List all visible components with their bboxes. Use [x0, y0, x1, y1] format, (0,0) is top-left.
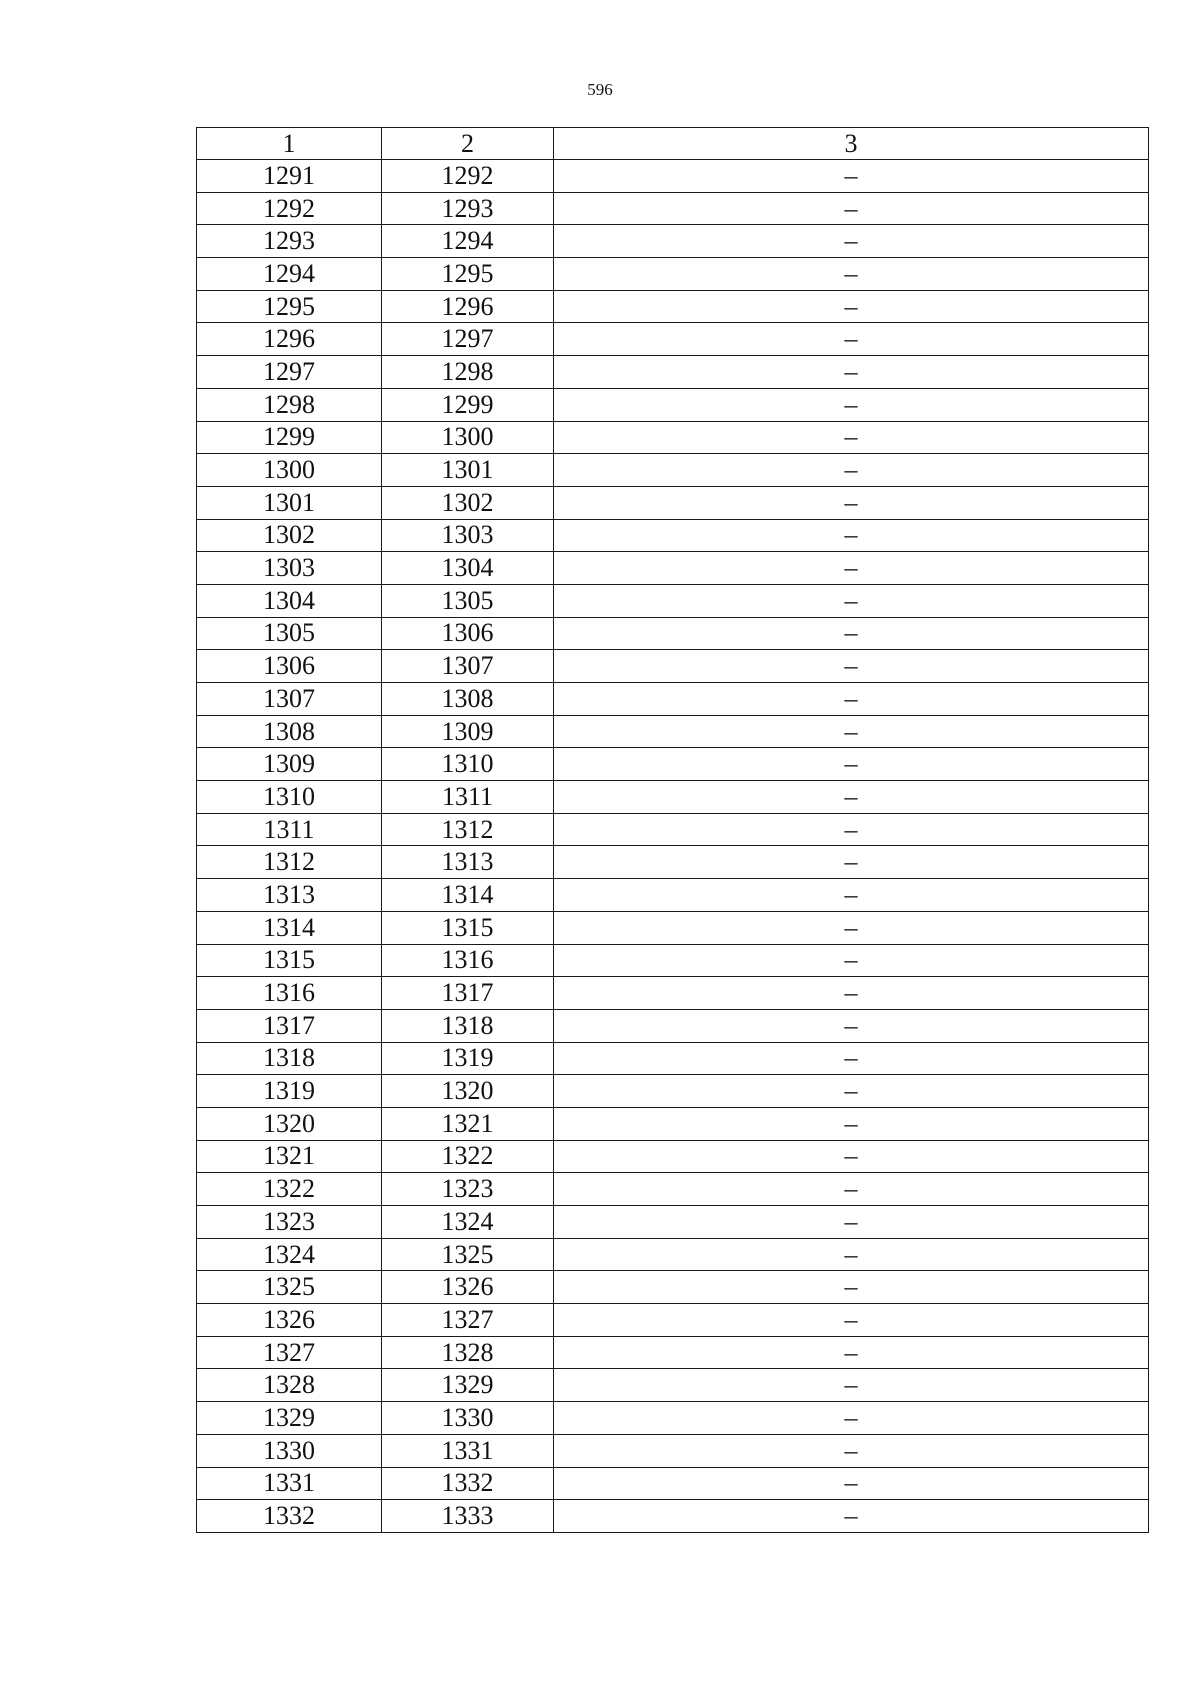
- table-cell-col-3: –: [554, 1467, 1149, 1500]
- table-row: [197, 454, 1149, 487]
- table-cell-col-3: –: [554, 454, 1149, 487]
- table-row: [197, 1009, 1149, 1042]
- table-cell-col-1: 1303: [197, 552, 382, 585]
- table-cell-col-1: 1304: [197, 584, 382, 617]
- table-row: [197, 1271, 1149, 1304]
- table-cell-col-1: 1311: [197, 813, 382, 846]
- table-row: [197, 258, 1149, 291]
- table-cell-col-2: 1312: [382, 813, 554, 846]
- table-cell-col-2: 1309: [382, 715, 554, 748]
- table-cell-col-3: –: [554, 715, 1149, 748]
- table-cell-col-1: 1307: [197, 683, 382, 716]
- table-row: [197, 356, 1149, 389]
- table-cell-col-2: 1295: [382, 258, 554, 291]
- table-cell-col-3: –: [554, 1107, 1149, 1140]
- table-row: [197, 1107, 1149, 1140]
- table-row: [197, 1467, 1149, 1500]
- table-cell-col-3: –: [554, 1402, 1149, 1435]
- table-cell-col-2: 1330: [382, 1402, 554, 1435]
- table-row: [197, 617, 1149, 650]
- table-row: [197, 552, 1149, 585]
- table-cell-col-2: 1307: [382, 650, 554, 683]
- table-cell-col-3: –: [554, 911, 1149, 944]
- table-cell-col-2: 1323: [382, 1173, 554, 1206]
- table-row: [197, 1042, 1149, 1075]
- table-cell-col-1: 1330: [197, 1434, 382, 1467]
- table-row: [197, 1304, 1149, 1337]
- table-row: [197, 683, 1149, 716]
- data-table: [196, 127, 1149, 1533]
- table-cell-col-2: 1317: [382, 977, 554, 1010]
- table-cell-col-3: –: [554, 160, 1149, 193]
- table-cell-col-1: 1322: [197, 1173, 382, 1206]
- table-cell-col-3: –: [554, 421, 1149, 454]
- table-cell-col-2: 1301: [382, 454, 554, 487]
- table-cell-col-2: 1319: [382, 1042, 554, 1075]
- table-cell-col-1: 1329: [197, 1402, 382, 1435]
- table-cell-col-3: –: [554, 650, 1149, 683]
- page-number: 596: [587, 80, 613, 99]
- table-cell-col-1: 1291: [197, 160, 382, 193]
- table-cell-col-3: –: [554, 486, 1149, 519]
- table-row: [197, 160, 1149, 193]
- table-cell-col-2: 1305: [382, 584, 554, 617]
- table-cell-col-2: 1311: [382, 781, 554, 814]
- table-cell-col-2: 1326: [382, 1271, 554, 1304]
- table-cell-col-2: 1304: [382, 552, 554, 585]
- table-row: [197, 715, 1149, 748]
- table-cell-col-2: 1296: [382, 290, 554, 323]
- table-cell-col-3: –: [554, 1140, 1149, 1173]
- table-cell-col-1: 1313: [197, 879, 382, 912]
- table-cell-col-2: 1331: [382, 1434, 554, 1467]
- table-cell-col-2: 1292: [382, 160, 554, 193]
- table-row: [197, 944, 1149, 977]
- table-cell-col-3: –: [554, 781, 1149, 814]
- table-row: [197, 388, 1149, 421]
- table-cell-col-1: 1293: [197, 225, 382, 258]
- table-cell-col-3: –: [554, 1271, 1149, 1304]
- table-cell-col-2: 1300: [382, 421, 554, 454]
- table-cell-col-2: 1298: [382, 356, 554, 389]
- table-cell-col-1: 1327: [197, 1336, 382, 1369]
- table-row: [197, 225, 1149, 258]
- table-cell-col-1: 1317: [197, 1009, 382, 1042]
- table-row: [197, 748, 1149, 781]
- table-cell-col-2: 1328: [382, 1336, 554, 1369]
- table-row: [197, 1173, 1149, 1206]
- table-cell-col-3: –: [554, 1009, 1149, 1042]
- table-cell-col-2: 1316: [382, 944, 554, 977]
- table-cell-col-3: –: [554, 1336, 1149, 1369]
- table-cell-col-2: 1308: [382, 683, 554, 716]
- table-cell-col-3: –: [554, 1206, 1149, 1239]
- table-cell-col-3: –: [554, 258, 1149, 291]
- column-header-3: 3: [554, 128, 1149, 160]
- table-cell-col-3: –: [554, 1238, 1149, 1271]
- table-cell-col-2: 1315: [382, 911, 554, 944]
- table-cell-col-2: 1320: [382, 1075, 554, 1108]
- table-cell-col-3: –: [554, 584, 1149, 617]
- table-cell-col-1: 1300: [197, 454, 382, 487]
- table-cell-col-1: 1319: [197, 1075, 382, 1108]
- table-cell-col-3: –: [554, 225, 1149, 258]
- table-row: [197, 1206, 1149, 1239]
- table-cell-col-3: –: [554, 1500, 1149, 1533]
- table-row: [197, 879, 1149, 912]
- table-cell-col-1: 1312: [197, 846, 382, 879]
- table-cell-col-2: 1297: [382, 323, 554, 356]
- table-cell-col-3: –: [554, 192, 1149, 225]
- table-cell-col-1: 1302: [197, 519, 382, 552]
- table-cell-col-1: 1331: [197, 1467, 382, 1500]
- table-row: [197, 846, 1149, 879]
- table-cell-col-2: 1310: [382, 748, 554, 781]
- table-cell-col-2: 1327: [382, 1304, 554, 1337]
- table-cell-col-1: 1292: [197, 192, 382, 225]
- table-cell-col-1: 1321: [197, 1140, 382, 1173]
- table-row: [197, 1336, 1149, 1369]
- table-cell-col-1: 1315: [197, 944, 382, 977]
- table-cell-col-2: 1313: [382, 846, 554, 879]
- table-cell-col-2: 1306: [382, 617, 554, 650]
- column-header-2: 2: [382, 128, 554, 160]
- table-cell-col-3: –: [554, 944, 1149, 977]
- table-cell-col-1: 1310: [197, 781, 382, 814]
- table-cell-col-3: –: [554, 1042, 1149, 1075]
- table-cell-col-1: 1296: [197, 323, 382, 356]
- table-row: [197, 1369, 1149, 1402]
- table-row: [197, 977, 1149, 1010]
- table-row: [197, 1075, 1149, 1108]
- table-cell-col-1: 1298: [197, 388, 382, 421]
- table-cell-col-3: –: [554, 1173, 1149, 1206]
- table-cell-col-3: –: [554, 977, 1149, 1010]
- table-cell-col-2: 1302: [382, 486, 554, 519]
- table-cell-col-1: 1308: [197, 715, 382, 748]
- table-cell-col-1: 1318: [197, 1042, 382, 1075]
- table-cell-col-3: –: [554, 552, 1149, 585]
- table-cell-col-2: 1318: [382, 1009, 554, 1042]
- table-cell-col-3: –: [554, 1304, 1149, 1337]
- table-cell-col-2: 1321: [382, 1107, 554, 1140]
- table-row: [197, 1140, 1149, 1173]
- table-row: [197, 486, 1149, 519]
- table-cell-col-3: –: [554, 846, 1149, 879]
- table-cell-col-3: –: [554, 1434, 1149, 1467]
- table-cell-col-1: 1299: [197, 421, 382, 454]
- table-header-row: [197, 128, 1149, 160]
- table-cell-col-1: 1324: [197, 1238, 382, 1271]
- table-cell-col-2: 1293: [382, 192, 554, 225]
- table-cell-col-1: 1297: [197, 356, 382, 389]
- table-cell-col-1: 1305: [197, 617, 382, 650]
- table-row: [197, 323, 1149, 356]
- table-cell-col-1: 1306: [197, 650, 382, 683]
- table-row: [197, 911, 1149, 944]
- table-row: [197, 192, 1149, 225]
- table-cell-col-2: 1303: [382, 519, 554, 552]
- table-cell-col-2: 1325: [382, 1238, 554, 1271]
- table-cell-col-2: 1299: [382, 388, 554, 421]
- table-row: [197, 1500, 1149, 1533]
- table-row: [197, 290, 1149, 323]
- table-cell-col-2: 1314: [382, 879, 554, 912]
- table-cell-col-1: 1326: [197, 1304, 382, 1337]
- table-row: [197, 421, 1149, 454]
- table-cell-col-3: –: [554, 617, 1149, 650]
- table-cell-col-1: 1323: [197, 1206, 382, 1239]
- table-cell-col-1: 1314: [197, 911, 382, 944]
- table-cell-col-1: 1325: [197, 1271, 382, 1304]
- table-cell-col-3: –: [554, 1369, 1149, 1402]
- table-cell-col-3: –: [554, 519, 1149, 552]
- table-cell-col-3: –: [554, 388, 1149, 421]
- table-cell-col-2: 1322: [382, 1140, 554, 1173]
- table-cell-col-2: 1324: [382, 1206, 554, 1239]
- table-cell-col-3: –: [554, 748, 1149, 781]
- table-cell-col-3: –: [554, 323, 1149, 356]
- table-cell-col-2: 1294: [382, 225, 554, 258]
- table-row: [197, 650, 1149, 683]
- column-header-1: 1: [197, 128, 382, 160]
- table-cell-col-1: 1332: [197, 1500, 382, 1533]
- table-cell-col-1: 1301: [197, 486, 382, 519]
- table-cell-col-3: –: [554, 1075, 1149, 1108]
- table-cell-col-1: 1328: [197, 1369, 382, 1402]
- table-cell-col-3: –: [554, 356, 1149, 389]
- table-cell-col-2: 1329: [382, 1369, 554, 1402]
- table-row: [197, 781, 1149, 814]
- table-cell-col-3: –: [554, 290, 1149, 323]
- table-row: [197, 1402, 1149, 1435]
- table-row: [197, 584, 1149, 617]
- table-cell-col-1: 1295: [197, 290, 382, 323]
- table-cell-col-1: 1320: [197, 1107, 382, 1140]
- table-cell-col-3: –: [554, 683, 1149, 716]
- table-cell-col-2: 1332: [382, 1467, 554, 1500]
- table-cell-col-1: 1294: [197, 258, 382, 291]
- table-cell-col-3: –: [554, 879, 1149, 912]
- table-row: [197, 519, 1149, 552]
- table-body: [197, 160, 1149, 1533]
- table-row: [197, 813, 1149, 846]
- table-cell-col-1: 1309: [197, 748, 382, 781]
- table-cell-col-2: 1333: [382, 1500, 554, 1533]
- table-cell-col-3: –: [554, 813, 1149, 846]
- table-row: [197, 1434, 1149, 1467]
- table-cell-col-1: 1316: [197, 977, 382, 1010]
- table-row: [197, 1238, 1149, 1271]
